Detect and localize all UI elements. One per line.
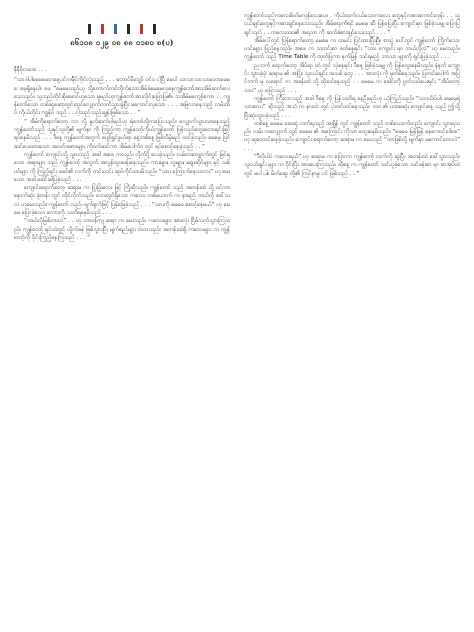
- header-icons: [88, 24, 156, 34]
- paragraph: “ဘယ်လိုဖြစ်တာလဲ” . . ဟု တာဝန်ကျ ဆရာ က မေးသည်။ ကလေးများ အားလုံး ငြိမ်သက်သွားကြသည်။ ကျွန်တော့် ရင်ထဲတွင် လှိုက်ခနဲ ဖြစ်သွားပြီး မျက်ရည်များ ဝဲလာသည်။ အတန်းထဲရှိ ကလေးများ က ကျွန်တော့်ကို ဝိုင်းကြည့်နေကြသည် . . . ”: [14, 218, 230, 241]
- bar-icon: [114, 24, 117, 34]
- paragraph: ကျွန်တော် ကျောင်းသို့ သွားသည့် အခါ အဖေ ကလည်း လိုက်ပို့ ပေးခဲ့သည်။ လမ်းတလျှောက်တွင် မြင်ရသော အရာများ သည် ကျွန်တော့် အတွက် အလွန်ထူးဆန်းနေသည်။ ကားများ၊ လူများ၊ ဈေးဆိုင်များ နှင့် သစ်ပင်များ ကို ကြည့်ရင်း ဖခင်၏ လက်ကို တင်းတင်း ဆုပ်ကိုင်ထားမိသည်။ “သား ကြောက်နေသလား” ဟု မေးသော အခါ ခေါင်းခါပြခဲ့သည် . . .: [14, 151, 230, 183]
- paragraph: “ဒီလိုပါပဲ ကလေးရယ်” ဟု ဆရာမ က ပြောကာ ကျွန်တော့် လက်ကို ဆွဲပြီး အတန်းထဲ ခေါ်သွားသည်။ သူငယ်ချင်း များ က ဝိုင်းပြီး အားပေးကြသည်။ ထိုနေ့ က ကျွန်တော် သင်ယူခဲ့သော သင်ခန်းစာ မှာ စာအုပ်ထဲ တွင် မပါ ပါ။ မိတ်ဆွေ တို့၏ ကြင်နာမှု ပင် ဖြစ်သည် . . ”: [244, 154, 460, 177]
- bar-icon: [101, 24, 104, 34]
- paragraph: အိမ်ပေါ်တွင် ပြန်ရောက်တော့ မေမေ က ထမင်း ပြင်ထားပြီးပြီ။ စားပွဲ ပေါ်တွင် ကျွန်တော် ကြိုက်သော ဟင်းများ ပြည့်နေသည်။ အဖေ က သတင်းစာ ဖတ်နေရင်း “သား ကျောင်း မှာ ဘယ်လိုလဲ” ဟု မေးသည်။ ကျွန်တော် သည် Time Table ကို ထုတ်ပြကာ နက်ဖြန် သင်ရမည့် ဘာသာ များကို ရှင်းပြခဲ့သည် . . .: [244, 37, 460, 61]
- left-column: [14, 12, 230, 622]
- right-column: [244, 12, 460, 622]
- header-title: ၈၆၁၀၈ ၀၂၉ ၀၈ ၈၈ ၀၁၈၀ ၈(ပ): [70, 37, 174, 47]
- paragraph: ကျွန်တော် ကြီးလာသည့် အခါ ဒီနေ့ ကို ပြန်သတိရ နေဦးမည်ဟု ယုံကြည်သည်။ “သားသိပ်ပါး မေမေ့ရဲ့ သားလေး” ဆိုသည့် အသံ က နားထဲ တွင် ပဲ့တင်ထပ်နေသည်။ ဘဝ ၏ ပထမဆုံး ကျောင်းနေ့ သည် ဤသို့ ပြီးဆုံးသွားခဲ့သည် . . .: [244, 95, 460, 119]
- paragraph: “သာဒါပါမမေမေတနေ့ပင်ကမ်ိုင်ကိုင်လုံးသည် . . . တောင်မီးလျှာ် ဝင်ဝ ငါ့ပြီ မေပါ သာသာသာသာတောမေမေမေ့ရှိနေပါ။ မေ ”မေမေသည်ဟု သို့တောက်တင်တိုက်သောအိမ်ခဲမေမေလုနေကျွန်တော်အားအိမ်ဆက်ပေးသေသည်။ သူသည်တိုင်းစိုးမောင်ဟူသော မူမည်ဟုကျွန်တော်အားလိုင်းပြောပြ၏။ သအိမ်မကျော်ကော . . ကျွန်တော်သော တစ်ဆူဆော့တွင်းတွင်လျှောက်တက်သွားခွဲပြီး မကောင်းလှသော . . . အမြဲလာနေသည့် လမ်းထိပ် ကိုယ်တိုင်း ကျွန်ုပ် သည် . . ငါ့သည်သည်းချွန်းဖြစ်သော . . ”: [14, 77, 230, 117]
- bar-icon: [153, 24, 156, 34]
- bar-icon: [140, 24, 143, 34]
- paragraph: ညဘက် ရောက်တော့ အိပ်ရာ ထဲ တွင် လှဲနေရင်း ဒီနေ့ ဖြစ်ခဲ့သမျှ ကို ပြန်တွေးနေမိသည်။ နံနက် ကျောင်း သွားခဲ့ပုံ၊ ဆရာမ ၏ အပြုံး၊ သူငယ်ချင်း အသစ် တွေ . . . အားလုံး ကို မှတ်မိနေသည်။ ပြတင်းပေါက် အပြင်ဘက် မှ လရောင် က အခန်းထဲ သို့ ထိုးဝင်နေသည် . . မေမေ က ခေါင်းကို ပွတ်သပ်ပေးရင်း “အိပ်တော့ သား” ဟု ပြောသည် . . .: [244, 62, 460, 94]
- salutation: နီနီဗိုလအေ . . .: [14, 67, 47, 73]
- paragraph: ကျောင်းရောက်တော့ ဆရာမ က ပြုံးပြုံးလေး ဖြင့် ကြိုဆိုသည်။ ကျွန်တော် သည် အတန်းထဲ သို့ ဝင်ကာ နောက်ဆုံး ခုံတန်း တွင် ထိုင်လိုက်သည်။ ဘေးတွင်ရှိသော ကလေး တစ်ယောက် က နာမည် ဘယ်လို ခေါ်သလဲ ဟုမေးသည်။ ကျွန်တော် လည်း ရှက်ရှက်ဖြင့် ပြန်ဖြေခဲ့သည် . . . “သားကို မေမေ စောင့်နေမယ်” ဟု မေမေ ပြောခဲ့သော စကားကို သတိရနေမိသည် . . .: [14, 185, 230, 217]
- bar-icon: [127, 24, 130, 34]
- paragraph: “ အိမ်ကိုရောက်တော့ လာ လို့ နှုတ်ဆက်ပါမည်ဟု ရဲဘော်တို့ကပြောသည်။ လျှောက်သွားလာနေသည့် ကျွန်တော်သည် သူနှင့်သူတို့၏ မျက်နှာ ကို ကြည့်ကာ ကျွန်တော့်ကိုယ်ကျွန်တော် ပြန်လည်တွေးတောရင်းဖြင့် ရပ်နေမိသည် . . . ဒီနေ့ ကျွန်တော်အတွက် ပျော်ရွှင်ဖွယ်ရာ နေ့တစ်နေ့ ဖြစ်လိမ့်မည် ထင်ခဲ့သည်။ မေမေ့ ပြင်ဆင်ပေးထားသော အဝတ်အစားများ ကိုဝတ်ဆင်ကာ အိမ်ပေါက်ဝ တွင် ရပ်စောင့်နေခဲ့သည် . . ”: [14, 118, 230, 150]
- paragraph: တစ်နေ့ မေမေ ဆေးရုံ တက်ရသည့် အချိန် တွင် ကျွန်တော် သည် တစ်ယောက်တည်း ကျောင်း သွားရသည်။ လမ်း တလျှောက် တွင် မေမေ ၏ အကြောင်း ကိုသာ တွေးနေမိသည်။ “မေမေ မြန်မြန် နေကောင်းပါစေ” ဟု ဆုတောင်းနေခဲ့သည်။ ကျောင်း ရောက်တော့ ဆရာမ က မေးသည် “ဘာဖြစ်လို့ မျက်နှာ မကောင်းတာလဲ” . . .: [244, 120, 460, 152]
- paragraph: ကျွန်တော်သည်ကလေးစိတ်မကုန်သေးပေ။ . ကိုယ်ထက်ငယ်သောကလေး တွေနှင့်ကစားကောင်းတုန်း . . သူငယ်ချင်းတွေနှင့်ကစားချင်နေသေးသည်။ အိမ်ရောက်ရင် မေမေ့ ဆီ ပြန်ပြေးပြီး ကျောင်းမှာ ဖြစ်ခဲ့သမျှ ပြောပြချင်သည် . . ကလေးဘဝ၏ အရသာ ကို ဆက်ခံစားချင်သေးသည် . . . ”: [244, 13, 460, 36]
- header-image: [14, 12, 230, 60]
- bar-icon: [88, 24, 91, 34]
